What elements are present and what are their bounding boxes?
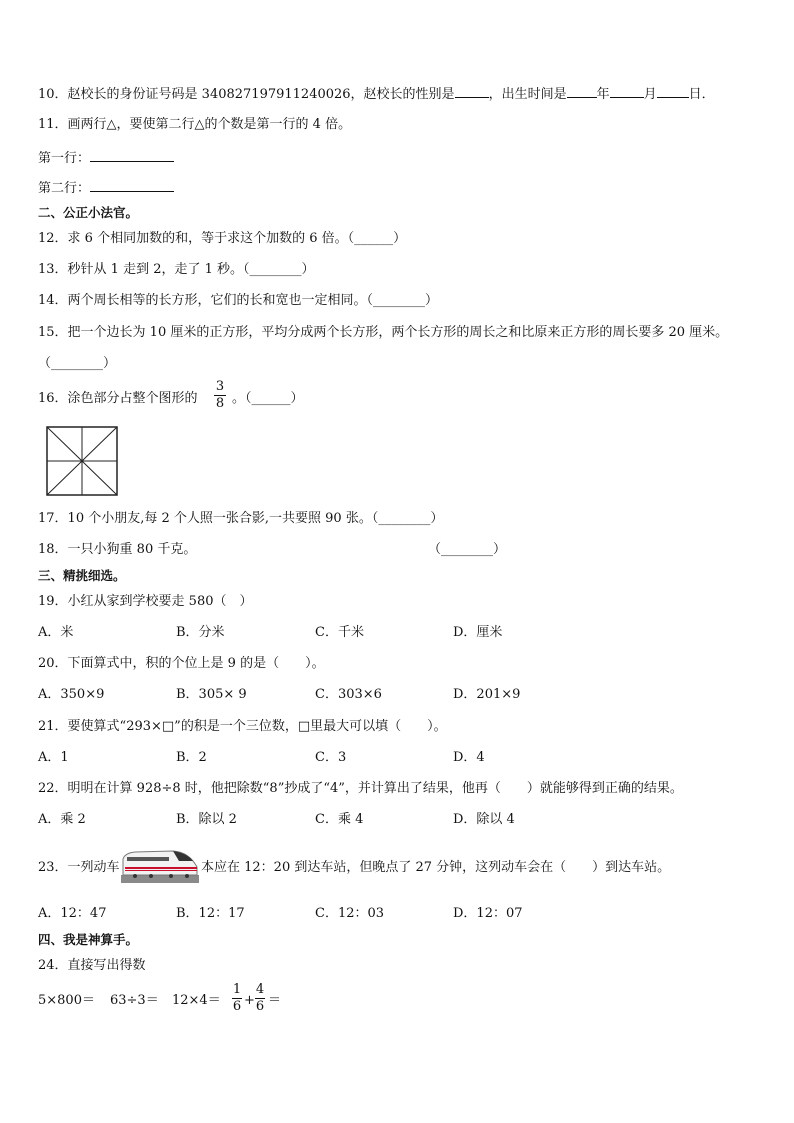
question-11: 11．画两行△，要使第二行△的个数是第一行的 4 倍。	[38, 117, 352, 132]
row2-line	[38, 178, 174, 198]
question-23-post: 本应在 12：20 到达车站，但晚点了 27 分钟，这列动车会在（ ）到达车站。	[201, 860, 671, 875]
question-18: 18．一只小狗重 80 千克。	[38, 542, 197, 557]
fraction-denominator: 8	[215, 396, 225, 411]
question-16-tail: 。（______）	[232, 391, 304, 406]
question-13: 13．秒针从 1 走到 2，走了 1 秒。（________）	[38, 262, 315, 277]
q22-option-b[interactable]: B．除以 2	[176, 812, 237, 827]
question-17: 17．10 个小朋友,每 2 个人照一张合影,一共要照 90 张。（________）	[38, 511, 444, 526]
q10-mid: ，出生时间是	[488, 87, 567, 102]
q20-option-b[interactable]: B．305× 9	[176, 687, 247, 702]
q21-option-d[interactable]: D．4	[453, 750, 485, 765]
q19-option-c[interactable]: C．千米	[315, 625, 364, 640]
day-blank[interactable]	[657, 84, 689, 98]
q21-option-b[interactable]: B．2	[176, 750, 207, 765]
question-19: 19．小红从家到学校要走 580（ ）	[38, 594, 253, 609]
gender-blank[interactable]	[455, 84, 489, 98]
q19-option-a[interactable]: A．米	[38, 625, 74, 640]
octagon-square-figure	[46, 426, 118, 496]
fraction-1-6	[232, 983, 242, 1014]
section-2-heading: 二、公正小法官。	[38, 205, 139, 220]
question-24: 24．直接写出得数	[38, 958, 146, 973]
q23-option-a[interactable]: A．12：47	[38, 906, 107, 921]
month-blank[interactable]	[610, 84, 644, 98]
section-4-heading: 四、我是神算手。	[38, 932, 139, 947]
question-14: 14．两个周长相等的长方形，它们的长和宽也一定相同。（________）	[38, 293, 439, 308]
expr-63div3: 63÷3＝	[110, 993, 159, 1008]
q23-option-b[interactable]: B．12：17	[176, 906, 245, 921]
q22-option-c[interactable]: C．乘 4	[315, 812, 364, 827]
row1-line	[38, 148, 174, 168]
year-blank[interactable]	[567, 84, 597, 98]
q22-option-a[interactable]: A．乘 2	[38, 812, 86, 827]
q22-option-d[interactable]: D．除以 4	[453, 812, 515, 827]
row2-blank[interactable]	[90, 178, 174, 192]
bullet-train-image	[121, 845, 199, 883]
question-18-blank: （________）	[428, 542, 507, 557]
year-label: 年	[596, 87, 610, 102]
expr-12x4: 12×4＝	[172, 993, 221, 1008]
frac1-numerator: 1	[232, 982, 242, 997]
row1-label: 第一行：	[38, 151, 91, 166]
q19-option-d[interactable]: D．厘米	[453, 625, 503, 640]
question-21: 21．要使算式“293×□”的积是一个三位数，□里最大可以填（ ）。	[38, 719, 447, 734]
q20-option-c[interactable]: C．303×6	[315, 687, 382, 702]
fraction-numerator: 3	[215, 379, 225, 394]
frac2-numerator: 4	[255, 982, 265, 997]
q21-option-c[interactable]: C．3	[315, 750, 347, 765]
question-15: 15．把一个边长为 10 厘米的正方形，平均分成两个长方形，两个长方形的周长之和比原来正方形的周长要多 20 厘米。	[38, 325, 729, 340]
row1-blank[interactable]	[90, 148, 174, 162]
q23-option-d[interactable]: D．12：07	[453, 906, 523, 921]
q23-option-c[interactable]: C．12：03	[315, 906, 385, 921]
question-12: 12．求 6 个相同加数的和，等于求这个加数的 6 倍。（______）	[38, 231, 407, 246]
frac1-denominator: 6	[232, 999, 242, 1014]
day-label: 日．	[688, 87, 715, 102]
section-3-heading: 三、精挑细选。	[38, 568, 126, 583]
question-20: 20．下面算式中，积的个位上是 9 的是（ ）。	[38, 656, 325, 671]
equals-sign: ＝	[268, 993, 282, 1008]
expr-5x800: 5×800＝	[38, 993, 95, 1008]
q21-option-a[interactable]: A．1	[38, 750, 69, 765]
fraction-4-6	[255, 983, 265, 1014]
fraction-3-8	[214, 380, 226, 411]
question-15-blank: （________）	[38, 356, 117, 371]
row2-label: 第二行：	[38, 181, 91, 196]
question-16: 16．涂色部分占整个图形的	[38, 391, 198, 406]
q20-option-a[interactable]: A．350×9	[38, 687, 105, 702]
question-10	[38, 84, 715, 104]
frac2-denominator: 6	[255, 999, 265, 1014]
month-label: 月	[643, 87, 657, 102]
q20-option-d[interactable]: D．201×9	[453, 687, 521, 702]
plus-sign: +	[244, 993, 255, 1008]
question-22: 22．明明在计算 928÷8 时，他把除数“8”抄成了“4”，并计算出了结果，他再（ ）就能够得到正确的结果。	[38, 781, 683, 796]
q19-option-b[interactable]: B．分米	[176, 625, 225, 640]
question-23-pre: 23．一列动车	[38, 860, 120, 875]
q10-text: 10．赵校长的身份证号码是 340827197911240026，赵校长的性别是	[38, 87, 455, 102]
